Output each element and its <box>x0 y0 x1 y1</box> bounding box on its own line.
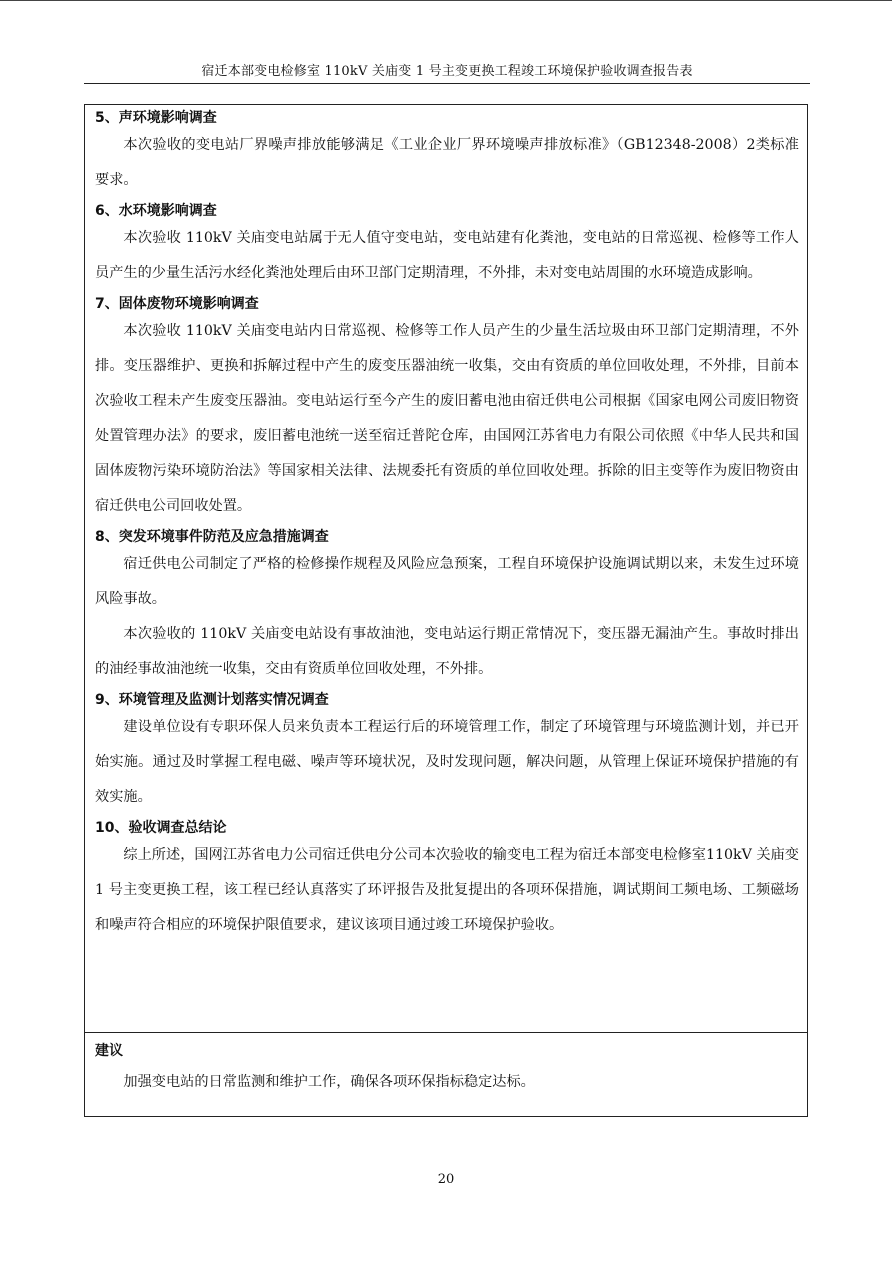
section-8-paragraph-2: 本次验收的 110kV 关庙变电站设有事故油池，变电站运行期正常情况下，变压器无漏油产生。事故时排出的油经事故油池统一收集，交由有资质单位回收处理，不外排。 <box>95 626 799 677</box>
section-10-heading: 10、验收调查总结论 <box>95 820 227 836</box>
section-5-heading: 5、声环境影响调查 <box>95 110 217 126</box>
page-number: 20 <box>437 1172 455 1187</box>
report-header-title: 宿迁本部变电检修室 110kV 关庙变 1 号主变更换工程竣工环境保护验收调查报告表 <box>201 64 693 79</box>
section-5-paragraph: 本次验收的变电站厂界噪声排放能够满足《工业企业厂界环境噪声排放标准》（GB12348-2008）2类标准要求。 <box>95 137 799 188</box>
section-8-paragraph-1: 宿迁供电公司制定了严格的检修操作规程及风险应急预案，工程自环境保护设施调试期以来，未发生过环境风险事故。 <box>95 556 799 607</box>
section-9-heading: 9、环境管理及监测计划落实情况调查 <box>95 692 329 708</box>
investigation-cell <box>85 105 807 1032</box>
header-underline <box>84 83 810 84</box>
suggestion-text: 加强变电站的日常监测和维护工作，确保各项环保指标稳定达标。 <box>123 1074 535 1090</box>
investigation-content <box>85 105 807 943</box>
suggestion-heading: 建议 <box>95 1043 123 1059</box>
section-9-paragraph: 建设单位设有专职环保人员来负责本工程运行后的环境管理工作，制定了环境管理与环境监测计划，并已开始实施。通过及时掌握工程电磁、噪声等环境状况，及时发现问题，解决问题，从管理上保证环境保护措施的有效实施。 <box>95 719 799 805</box>
section-6-paragraph: 本次验收 110kV 关庙变电站属于无人值守变电站，变电站建有化粪池，变电站的日常巡视、检修等工作人员产生的少量生活污水经化粪池处理后由环卫部门定期清理，不外排，未对变电站周围的水环境造成影响。 <box>95 230 799 281</box>
report-table <box>84 104 808 1117</box>
section-6-heading: 6、水环境影响调查 <box>95 203 217 219</box>
section-10-paragraph: 综上所述，国网江苏省电力公司宿迁供电分公司本次验收的输变电工程为宿迁本部变电检修室110kV 关庙变 1 号主变更换工程，该工程已经认真落实了环评报告及批复提出的各项环保措施，调试期间工频电场、工频磁场和噪声符合相应的环境保护限值要求，建议该项目通过竣工环境保护验收。 <box>95 847 799 933</box>
section-7-paragraph: 本次验收 110kV 关庙变电站内日常巡视、检修等工作人员产生的少量生活垃圾由环卫部门定期清理，不外排。变压器维护、更换和拆解过程中产生的废变压器油统一收集，交由有资质的单位回收处理，不外排，目前本次验收工程未产生废变压器油。变电站运行至今产生的废旧蓄电池由宿迁供电公司根据《国家电网公司废旧物资处置管理办法》的要求，废旧蓄电池统一送至宿迁普陀仓库，由国网江苏省电力有限公司依照《中华人民共和国固体废物污染环境防治法》等国家相关法律、法规委托有资质的单位回收处理。拆除的旧主变等作为废旧物资由宿迁供电公司回收处置。 <box>95 323 799 514</box>
page-top-border <box>0 0 892 1</box>
section-8-heading: 8、突发环境事件防范及应急措施调查 <box>95 529 329 545</box>
suggestion-content <box>85 1033 807 1100</box>
suggestion-cell <box>85 1033 807 1116</box>
section-7-heading: 7、固体废物环境影响调查 <box>95 296 259 312</box>
